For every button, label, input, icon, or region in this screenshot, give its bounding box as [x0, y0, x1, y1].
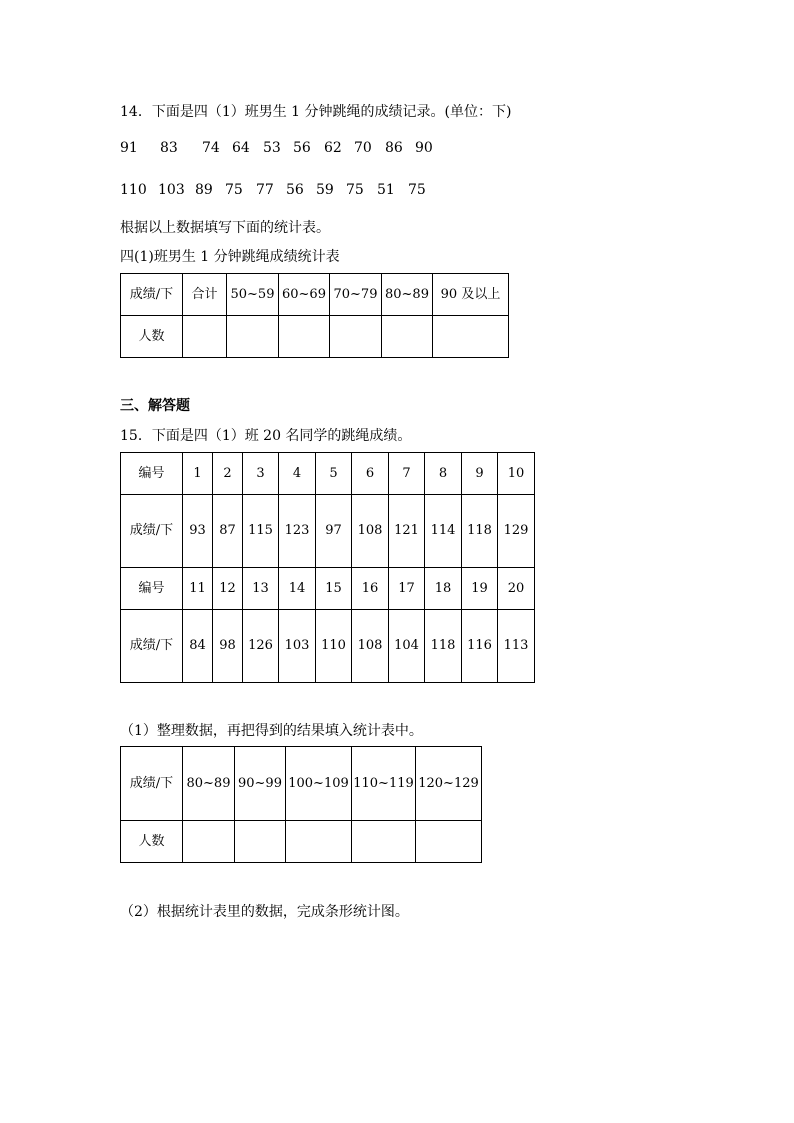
table-header: 成绩/下: [121, 747, 183, 821]
table-header: 100~109: [286, 747, 352, 821]
id-cell: 20: [498, 568, 535, 610]
id-cell: 16: [352, 568, 389, 610]
q14-data-row-1: [0, 140, 794, 160]
row-label: 成绩/下: [121, 610, 183, 683]
id-cell: 18: [425, 568, 462, 610]
q15-part2: （2）根据统计表里的数据，完成条形统计图。: [120, 904, 409, 920]
answer-cell[interactable]: [235, 821, 286, 863]
answer-cell[interactable]: [183, 821, 235, 863]
answer-cell[interactable]: [433, 316, 509, 358]
id-cell: 11: [183, 568, 213, 610]
answer-cell[interactable]: [352, 821, 416, 863]
data-value: 51: [377, 182, 395, 198]
id-cell: 5: [316, 453, 352, 495]
q14-data-row-2: [0, 182, 794, 202]
table-header: 80~89: [183, 747, 235, 821]
answer-cell[interactable]: [330, 316, 382, 358]
id-cell: 3: [243, 453, 279, 495]
score-cell: 118: [425, 610, 462, 683]
id-cell: 13: [243, 568, 279, 610]
score-cell: 87: [213, 495, 243, 568]
data-value: 86: [385, 140, 403, 156]
row-label: 编号: [121, 453, 183, 495]
q14-table-title: 四(1)班男生 1 分钟跳绳成绩统计表: [120, 249, 340, 265]
score-cell: 123: [279, 495, 316, 568]
id-cell: 15: [316, 568, 352, 610]
table-header: 80~89: [382, 274, 433, 316]
id-cell: 7: [389, 453, 425, 495]
score-cell: 114: [425, 495, 462, 568]
data-value: 90: [415, 140, 433, 156]
data-value: 110: [120, 182, 147, 198]
id-cell: 4: [279, 453, 316, 495]
id-cell: 2: [213, 453, 243, 495]
score-cell: 110: [316, 610, 352, 683]
data-value: 75: [408, 182, 426, 198]
table-header: 成绩/下: [121, 274, 183, 316]
section-title: 三、解答题: [120, 398, 190, 414]
table-header: 合计: [183, 274, 227, 316]
id-cell: 19: [462, 568, 498, 610]
table-header: 90 及以上: [433, 274, 509, 316]
table-row-label: 人数: [121, 821, 183, 863]
q14-title: 14．下面是四（1）班男生 1 分钟跳绳的成绩记录。(单位：下): [120, 104, 512, 120]
q14-instruction: 根据以上数据填写下面的统计表。: [120, 220, 330, 236]
id-cell: 10: [498, 453, 535, 495]
score-cell: 113: [498, 610, 535, 683]
table-header: 90~99: [235, 747, 286, 821]
score-cell: 104: [389, 610, 425, 683]
q15-title: 15．下面是四（1）班 20 名同学的跳绳成绩。: [120, 428, 412, 444]
score-cell: 108: [352, 610, 389, 683]
id-cell: 8: [425, 453, 462, 495]
data-value: 89: [195, 182, 213, 198]
id-cell: 12: [213, 568, 243, 610]
answer-cell[interactable]: [227, 316, 279, 358]
score-cell: 118: [462, 495, 498, 568]
data-value: 70: [354, 140, 372, 156]
score-cell: 115: [243, 495, 279, 568]
id-cell: 14: [279, 568, 316, 610]
table-header: 50~59: [227, 274, 279, 316]
data-value: 75: [225, 182, 243, 198]
score-cell: 97: [316, 495, 352, 568]
id-cell: 6: [352, 453, 389, 495]
data-value: 74: [202, 140, 220, 156]
data-value: 53: [263, 140, 281, 156]
data-value: 59: [316, 182, 334, 198]
score-cell: 129: [498, 495, 535, 568]
table-header: 110~119: [352, 747, 416, 821]
score-cell: 108: [352, 495, 389, 568]
row-label: 编号: [121, 568, 183, 610]
data-value: 83: [160, 140, 178, 156]
answer-cell[interactable]: [382, 316, 433, 358]
q15-stat-table: [120, 746, 482, 863]
data-value: 56: [286, 182, 304, 198]
table-header: 60~69: [279, 274, 330, 316]
score-cell: 93: [183, 495, 213, 568]
data-value: 91: [120, 140, 138, 156]
score-cell: 98: [213, 610, 243, 683]
q15-part1: （1）整理数据，再把得到的结果填入统计表中。: [120, 723, 423, 739]
id-cell: 17: [389, 568, 425, 610]
q14-stat-table: [120, 273, 509, 358]
data-value: 64: [232, 140, 250, 156]
row-label: 成绩/下: [121, 495, 183, 568]
answer-cell[interactable]: [279, 316, 330, 358]
id-cell: 1: [183, 453, 213, 495]
score-cell: 126: [243, 610, 279, 683]
data-value: 75: [346, 182, 364, 198]
score-cell: 84: [183, 610, 213, 683]
data-value: 77: [256, 182, 274, 198]
id-cell: 9: [462, 453, 498, 495]
table-row-label: 人数: [121, 316, 183, 358]
answer-cell[interactable]: [416, 821, 482, 863]
table-header: 70~79: [330, 274, 382, 316]
score-cell: 116: [462, 610, 498, 683]
data-value: 103: [158, 182, 185, 198]
score-cell: 121: [389, 495, 425, 568]
data-value: 56: [293, 140, 311, 156]
q15-score-table: [120, 452, 535, 683]
answer-cell[interactable]: [286, 821, 352, 863]
answer-cell[interactable]: [183, 316, 227, 358]
data-value: 62: [324, 140, 342, 156]
score-cell: 103: [279, 610, 316, 683]
table-header: 120~129: [416, 747, 482, 821]
